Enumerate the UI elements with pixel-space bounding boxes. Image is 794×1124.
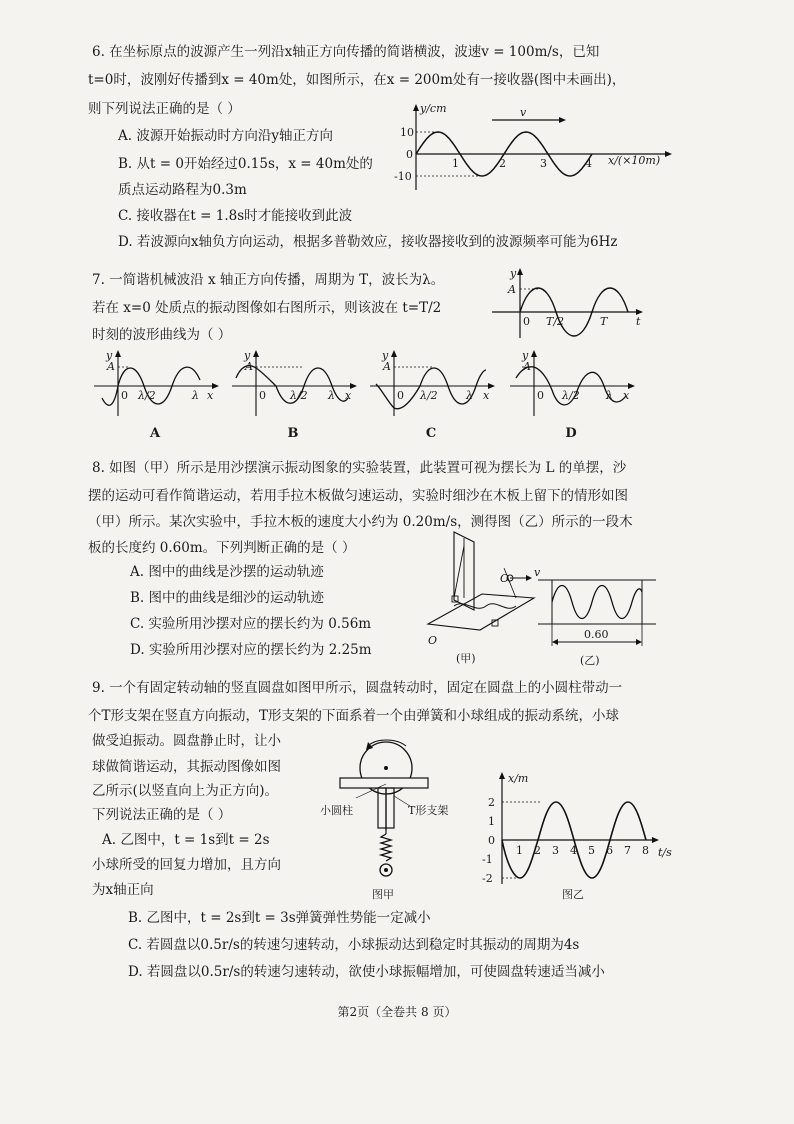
q9-option-a-line-1: A. 乙图中，t = 1s到t = 2s [102, 832, 270, 848]
q7-b-half-lambda: λ/2 [290, 389, 308, 402]
q8-option-d: D. 实验所用沙摆对应的摆长约为 2.25m [130, 642, 372, 658]
q7-fig-amplitude: A [508, 283, 516, 296]
q8-stem-line-3: （甲）所示。某次实验中，手拉木板的速度大小约为 0.20m/s，测得图（乙）所示的一段木 [88, 514, 633, 530]
q6-stem-line-2: t=0时，波刚好传播到x = 40m处，如图所示，在x = 200m处有一接收器(图中未画出)， [88, 72, 626, 88]
q6-y-axis-label: y/cm [420, 102, 447, 115]
q8-fig-velocity-label: v [534, 566, 541, 579]
q7-b-amplitude: A [245, 360, 253, 373]
q6-x-tick-2: 2 [499, 157, 506, 170]
q7-a-lambda: λ [192, 389, 199, 402]
q7-c-half-lambda: λ/2 [420, 389, 438, 402]
q9-fig-cylinder-label: 小圆柱 [320, 804, 353, 817]
q9-graph-caption-yi: 图乙 [562, 888, 584, 901]
q6-stem-line-3: 则下列说法正确的是（ ） [88, 101, 241, 117]
q8-option-c: C. 实验所用沙摆对应的摆长约为 0.56m [130, 616, 372, 632]
q9-graph-x-tick-7: 7 [624, 844, 631, 857]
q7-a-x-label: x [207, 389, 214, 402]
q6-velocity-label: v [520, 106, 527, 119]
q6-wave-figure [380, 100, 680, 195]
q6-y-tick-0: 0 [406, 148, 413, 161]
q7-d-half-lambda: λ/2 [562, 389, 580, 402]
q8-sand-trace-figure [538, 566, 658, 670]
q6-option-c: C. 接收器在t = 1.8s时才能接收到此波 [118, 208, 353, 224]
q9-option-a-line-2: 小球所受的回复力增加，且方向 [92, 857, 281, 873]
q7-d-x-label: x [623, 389, 630, 402]
q9-graph-x-tick-2: 2 [534, 844, 541, 857]
q9-option-a-line-3: 为x轴正向 [92, 882, 154, 898]
q9-stem-line-4: 球做简谐运动，其振动图像如图 [92, 759, 281, 775]
q6-y-tick-10: 10 [400, 126, 414, 139]
q7-d-amplitude: A [523, 360, 531, 373]
q7-caption-d: D [565, 426, 577, 441]
q9-xt-graph [458, 772, 678, 900]
q8-fig-length-label: 0.60 [584, 628, 609, 641]
q9-disc-apparatus-figure [318, 734, 468, 904]
q9-graph-x-tick-6: 6 [606, 844, 613, 857]
q8-fig-point-o-lower: O [428, 634, 438, 647]
q6-option-b-line-1: B. 从t = 0开始经过0.15s，x = 40m处的 [118, 156, 373, 172]
q7-caption-c: C [425, 426, 437, 441]
q9-graph-x-tick-3: 3 [552, 844, 559, 857]
q7-d-origin: 0 [537, 389, 544, 402]
q7-caption-b: B [287, 426, 299, 441]
q7-c-lambda: λ [466, 389, 473, 402]
q6-stem-line-1: 6. 在坐标原点的波源产生一列沿x轴正方向传播的简谐横波，波速v = 100m/s，已知 [92, 44, 600, 60]
q7-caption-a: A [149, 426, 161, 441]
q8-option-b: B. 图中的曲线是细沙的运动轨迹 [130, 590, 325, 606]
q7-b-y-label: y [244, 349, 251, 362]
q7-c-origin: 0 [397, 389, 404, 402]
q7-option-b-graph [230, 350, 360, 420]
q8-stem-line-4: 板的长度约 0.60m。下列判断正确的是（ ） [88, 540, 356, 556]
q7-a-half-lambda: λ/2 [138, 389, 156, 402]
q7-d-y-label: y [522, 349, 529, 362]
q7-fig-period: T [600, 315, 608, 328]
q8-option-a: A. 图中的曲线是沙摆的运动轨迹 [130, 564, 324, 580]
q9-graph-y-label: x/m [508, 772, 529, 785]
q7-b-x-label: x [345, 389, 352, 402]
page-footer: 第2页（全卷共 8 页） [337, 1005, 457, 1019]
q7-stem-line-3: 时刻的波形曲线为（ ） [92, 327, 232, 343]
q9-graph-x-tick-4: 4 [570, 844, 577, 857]
q7-c-amplitude: A [383, 360, 391, 373]
q9-option-d: D. 若圆盘以0.5r/s的转速匀速转动，欲使小球振幅增加，可使圆盘转速适当减小 [128, 964, 605, 980]
q9-stem-line-1: 9. 一个有固定转动轴的竖直圆盘如图甲所示，圆盘转动时，固定在圆盘上的小圆柱带动一 [92, 680, 623, 696]
q7-a-y-label: y [106, 349, 113, 362]
q9-graph-y-tick-neg1: -1 [482, 853, 493, 866]
q7-option-d-graph [508, 350, 638, 420]
q9-option-b: B. 乙图中，t = 2s到t = 3s弹簧弹性势能一定减小 [128, 910, 431, 926]
q9-stem-line-5: 乙所示(以竖直向上为正方向)。 [92, 783, 279, 799]
q7-c-y-label: y [382, 349, 389, 362]
q6-x-axis-label: x/(×10m) [608, 154, 661, 167]
q8-fig-point-o-upper: O [500, 572, 510, 585]
q8-fig-caption-yi: (乙) [580, 654, 600, 667]
q6-option-a: A. 波源开始振动时方向沿y轴正方向 [118, 128, 333, 144]
q9-stem-line-6: 下列说法正确的是（ ） [92, 807, 232, 823]
q9-graph-x-tick-8: 8 [642, 844, 649, 857]
q6-x-tick-1: 1 [452, 157, 459, 170]
q9-option-c: C. 若圆盘以0.5r/s的转速匀速转动，小球振动达到稳定时其振动的周期为4s [128, 937, 580, 953]
q6-option-b-line-2: 质点运动路程为0.3m [118, 182, 247, 198]
q7-b-origin: 0 [259, 389, 266, 402]
q9-graph-y-tick-0: 0 [488, 834, 495, 847]
q6-option-d: D. 若波源向x轴负方向运动，根据多普勒效应，接收器接收到的波源频率可能为6Hz [118, 234, 618, 250]
q6-x-tick-3: 3 [540, 157, 547, 170]
q7-fig-y-label: y [510, 267, 517, 280]
q8-stem-line-1: 8. 如图（甲）所示是用沙摆演示振动图象的实验装置，此装置可视为摆长为 L 的单摆，沙 [92, 460, 627, 476]
q7-option-c-graph [368, 350, 498, 420]
q8-fig-caption-jia: (甲) [456, 652, 476, 665]
q9-fig-caption-jia: 图甲 [372, 888, 394, 901]
q7-fig-t-label: t [636, 315, 641, 328]
q7-fig-half-period: T/2 [546, 315, 565, 328]
q7-d-lambda: λ [606, 389, 613, 402]
q9-graph-x-tick-1: 1 [516, 844, 523, 857]
q8-stem-line-2: 摆的运动可看作简谐运动，若用手拉木板做匀速运动，实验时细沙在木板上留下的情形如图 [88, 488, 628, 504]
q7-a-amplitude: A [107, 360, 115, 373]
q6-y-tick-neg10: -10 [394, 170, 412, 183]
q7-fig-origin: 0 [523, 315, 530, 328]
q7-stem-line-2: 若在 x=0 处质点的振动图像如右图所示，则该波在 t=T/2 [92, 300, 442, 316]
q9-graph-x-label: t/s [658, 846, 672, 859]
q6-x-tick-4: 4 [585, 157, 592, 170]
q7-option-a-graph [92, 350, 222, 420]
q9-graph-y-tick-1: 1 [488, 815, 495, 828]
q9-stem-line-2: 个T形支架在竖直方向振动，T形支架的下面系着一个由弹簧和小球组成的振动系统，小球 [88, 708, 620, 724]
q9-graph-x-tick-5: 5 [588, 844, 595, 857]
q7-c-x-label: x [483, 389, 490, 402]
q7-b-lambda: λ [328, 389, 335, 402]
q9-fig-t-frame-label: T形支架 [408, 804, 449, 817]
q9-graph-y-tick-neg2: -2 [482, 872, 493, 885]
q7-vibration-figure [488, 268, 648, 340]
q7-stem-line-1: 7. 一简谐机械波沿 x 轴正方向传播，周期为 T，波长为λ。 [92, 272, 445, 288]
q9-graph-y-tick-2: 2 [488, 796, 495, 809]
q9-stem-line-3: 做受迫振动。圆盘静止时，让小 [92, 733, 281, 749]
q7-a-origin: 0 [121, 389, 128, 402]
q8-sand-pendulum-figure [424, 528, 554, 668]
